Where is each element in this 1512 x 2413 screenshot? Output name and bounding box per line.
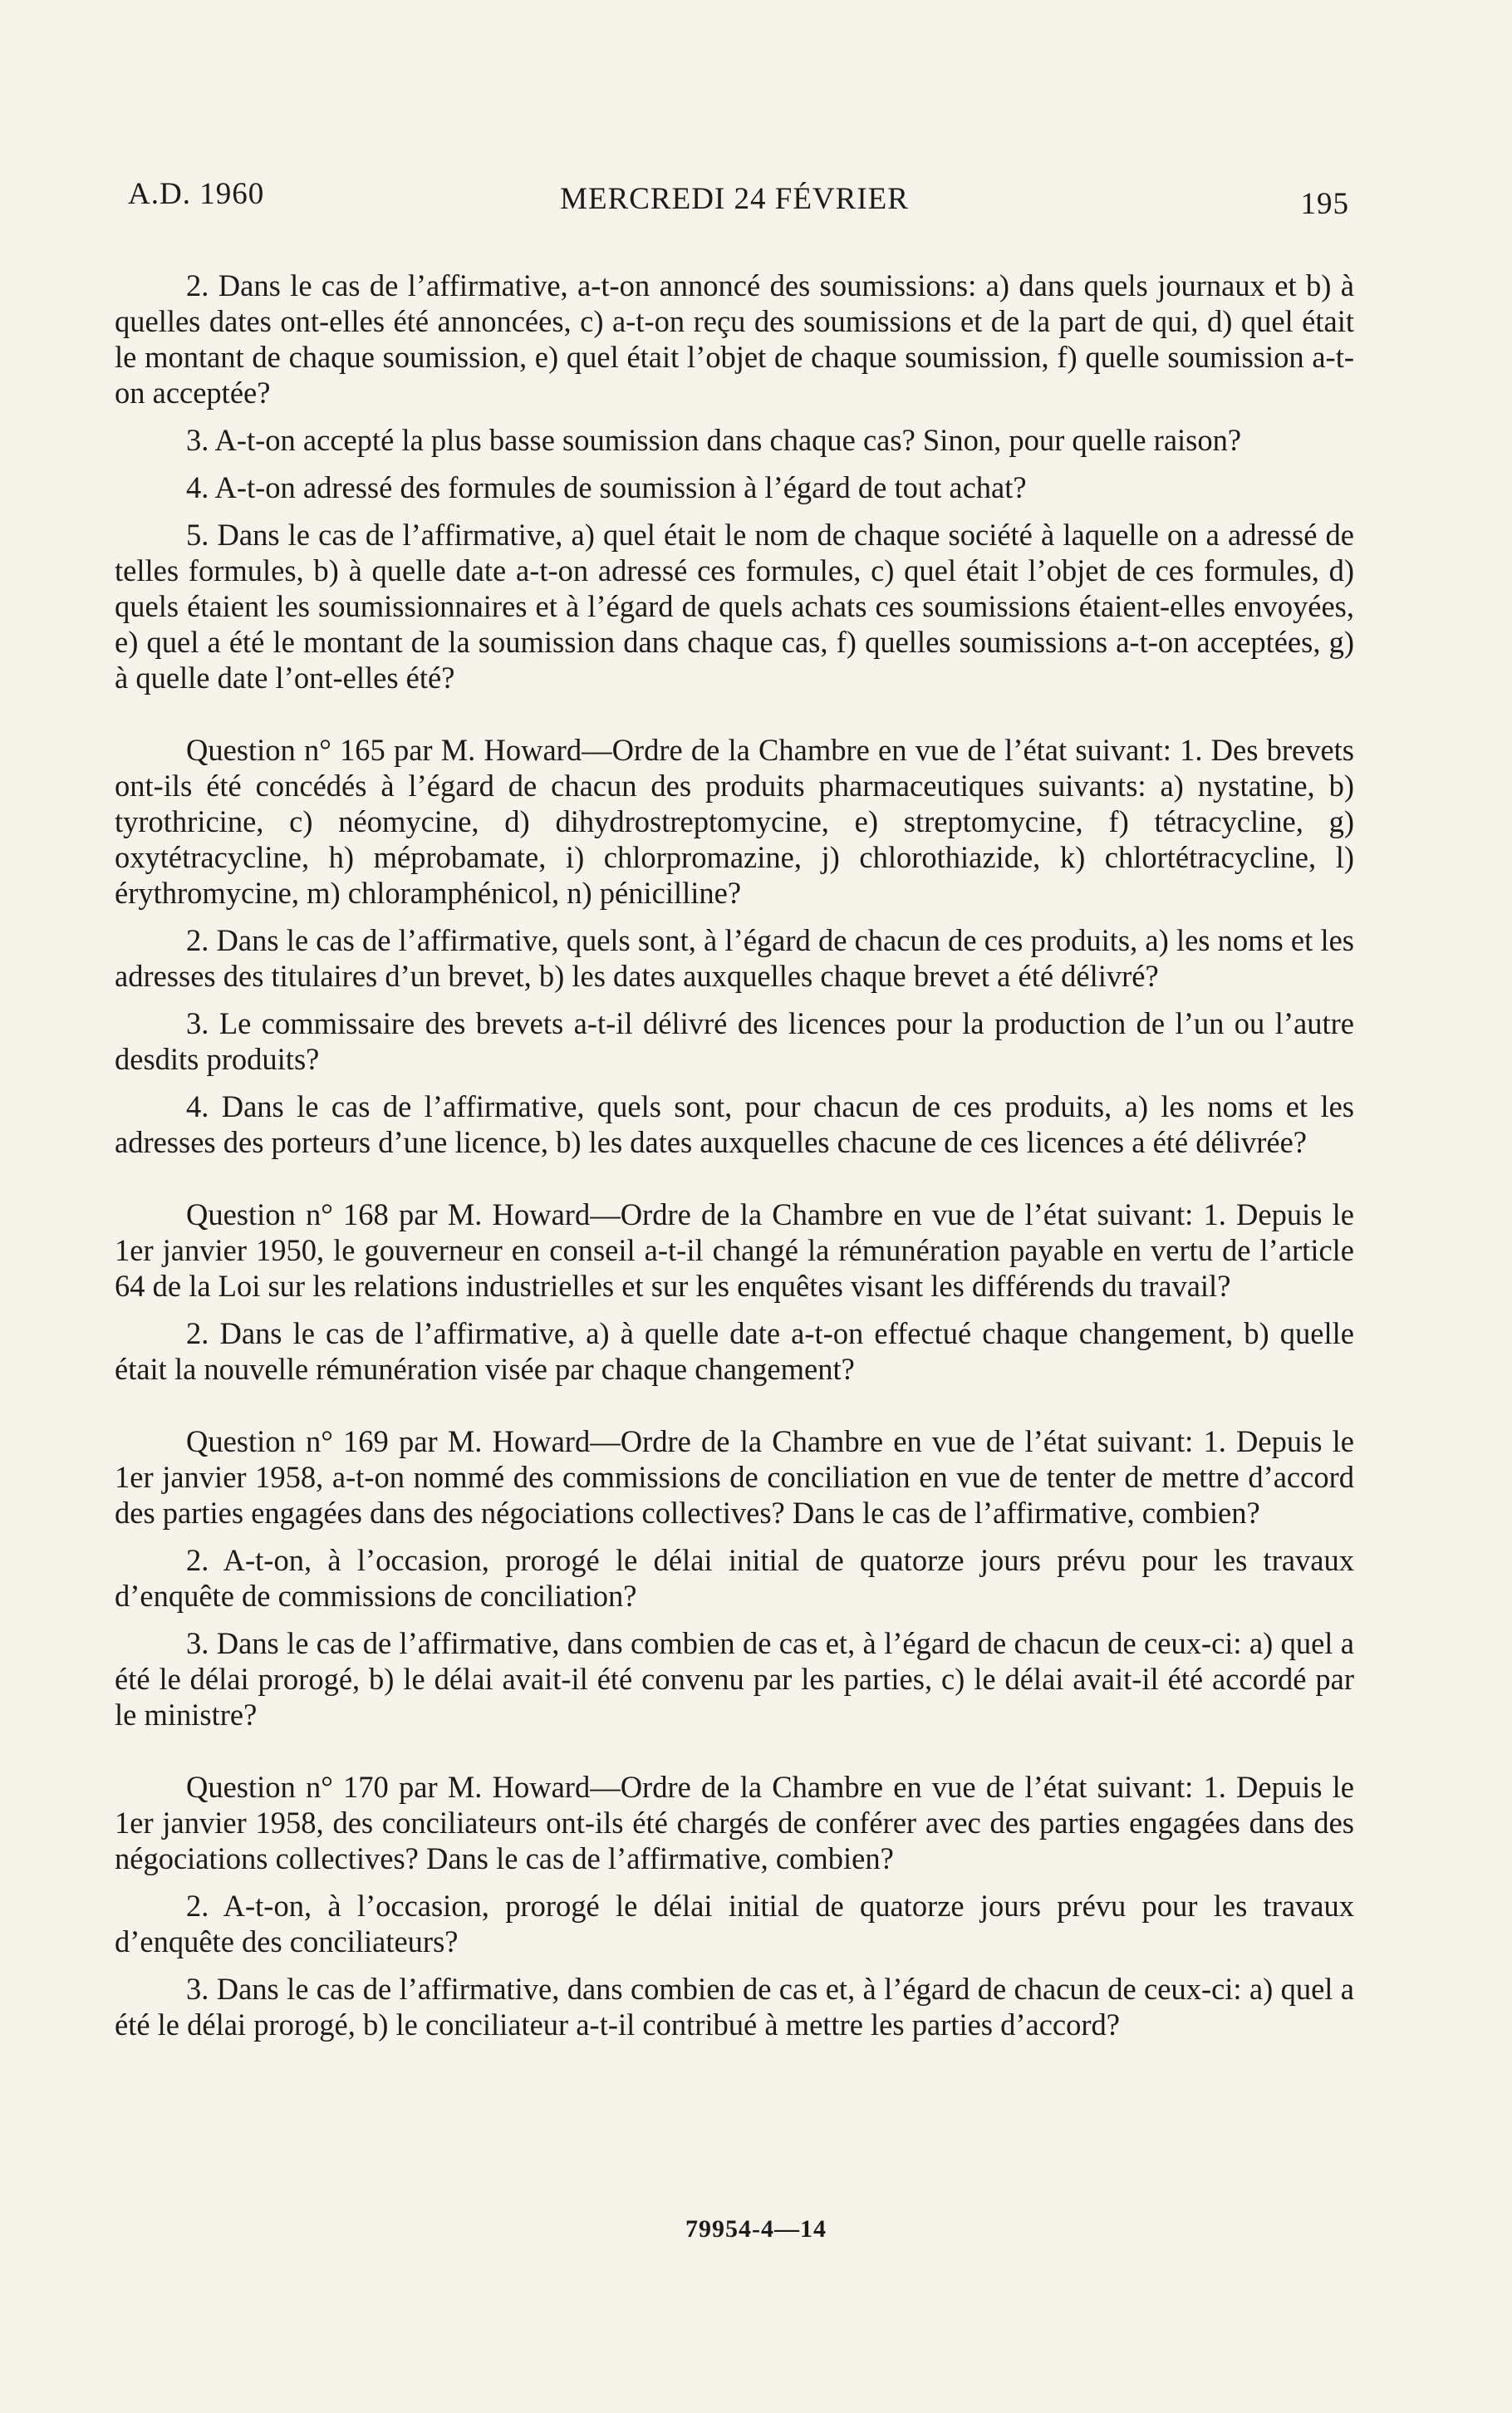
- paragraph: 4. A-t-on adressé des formules de soumission à l’égard de tout achat?: [186, 470, 1027, 504]
- paragraph: 2. Dans le cas de l’affirmative, a-t-on annoncé des soumissions: a) dans quels journaux et b) à quelles dates ont-elles été annoncées, c) a-t-on reçu des soumissions et de la part de qui, d) quel était le montant de chaque soumission, e) quel était l’objet de chaque soumission, f) quelle soumission a-t-on acceptée?: [115, 268, 1354, 410]
- paragraph: 3. A-t-on accepté la plus basse soumission dans chaque cas? Sinon, pour quelle raison?: [186, 423, 1242, 457]
- paragraph: 2. A-t-on, à l’occasion, prorogé le délai initial de quatorze jours prévu pour les travaux d’enquête des conciliateurs?: [115, 1889, 1354, 1958]
- page-footer-code: 79954-4—14: [685, 2215, 827, 2243]
- paragraph: 3. Dans le cas de l’affirmative, dans combien de cas et, à l’égard de chacun de ceux-ci: a) quel a été le délai prorogé, b) le conciliateur a-t-il contribué à mettre les parties d’accord?: [115, 1972, 1354, 2042]
- header-date: MERCREDI 24 FÉVRIER: [560, 182, 909, 216]
- question-paragraph: Question n° 165 par M. Howard—Ordre de la Chambre en vue de l’état suivant: 1. Des brevets ont-ils été concédés à l’égard de chacun des produits pharmaceutiques suivants: a) nystatine, b) tyrothricine, c) néomycine, d) dihydrostreptomycine, e) streptomycine, f) tétracycline, g) oxytétracycline, h) méprobamate, i) chlorpromazine, j) chlorothiazide, k) chlortétracycline, l) érythromycine, m) chloramphénicol, n) pénicilline?: [115, 733, 1354, 910]
- paragraph: 2. Dans le cas de l’affirmative, a) à quelle date a-t-on effectué chaque changement, b) quelle était la nouvelle rémunération visée par chaque changement?: [115, 1316, 1354, 1386]
- paragraph: 2. A-t-on, à l’occasion, prorogé le délai initial de quatorze jours prévu pour les travaux d’enquête de commissions de conciliation?: [115, 1543, 1354, 1613]
- paragraph: 4. Dans le cas de l’affirmative, quels sont, pour chacun de ces produits, a) les noms et les adresses des porteurs d’une licence, b) les dates auxquelles chacune de ces licences a été délivrée?: [115, 1089, 1354, 1159]
- question-paragraph: Question n° 168 par M. Howard—Ordre de la Chambre en vue de l’état suivant: 1. Depuis le 1er janvier 1950, le gouverneur en conseil a-t-il changé la rémunération payable en vertu de l’article 64 de la Loi sur les relations industrielles et sur les enquêtes visant les différends du travail?: [115, 1197, 1354, 1303]
- page-header: [115, 176, 1354, 226]
- paragraph: 3. Dans le cas de l’affirmative, dans combien de cas et, à l’égard de chacun de ceux-ci: a) quel a été le délai prorogé, b) le délai avait-il été convenu par les parties, c) le délai avait-il été accordé par le ministre?: [115, 1626, 1354, 1732]
- document-body: [115, 268, 1354, 2042]
- header-year: A.D. 1960: [128, 177, 265, 211]
- paragraph: 3. Le commissaire des brevets a-t-il délivré des licences pour la production de l’un ou l’autre desdits produits?: [115, 1006, 1354, 1076]
- paragraph: 2. Dans le cas de l’affirmative, quels sont, à l’égard de chacun de ces produits, a) les noms et les adresses des titulaires d’un brevet, b) les dates auxquelles chaque brevet a été délivré?: [115, 923, 1354, 993]
- question-paragraph: Question n° 169 par M. Howard—Ordre de la Chambre en vue de l’état suivant: 1. Depuis le 1er janvier 1958, a-t-on nommé des commissions de conciliation en vue de tenter de mettre d’accord des parties engagées dans des négociations collectives? Dans le cas de l’affirmative, combien?: [115, 1424, 1354, 1530]
- paragraph: 5. Dans le cas de l’affirmative, a) quel était le nom de chaque société à laquelle on a adressé de telles formules, b) à quelle date a-t-on adressé ces formules, c) quel était l’objet de ces formules, d) quels étaient les soumissionnaires et à l’égard de quels achats ces soumissions étaient-elles envoyées, e) quel a été le montant de la soumission dans chaque cas, f) quelles soumissions a-t-on acceptées, g) à quelle date l’ont-elles été?: [115, 518, 1354, 695]
- page-number: 195: [1300, 187, 1349, 221]
- question-paragraph: Question n° 170 par M. Howard—Ordre de la Chambre en vue de l’état suivant: 1. Depuis le 1er janvier 1958, des conciliateurs ont-ils été chargés de conférer avec des parties engagées dans des négociations collectives? Dans le cas de l’affirmative, combien?: [115, 1770, 1354, 1875]
